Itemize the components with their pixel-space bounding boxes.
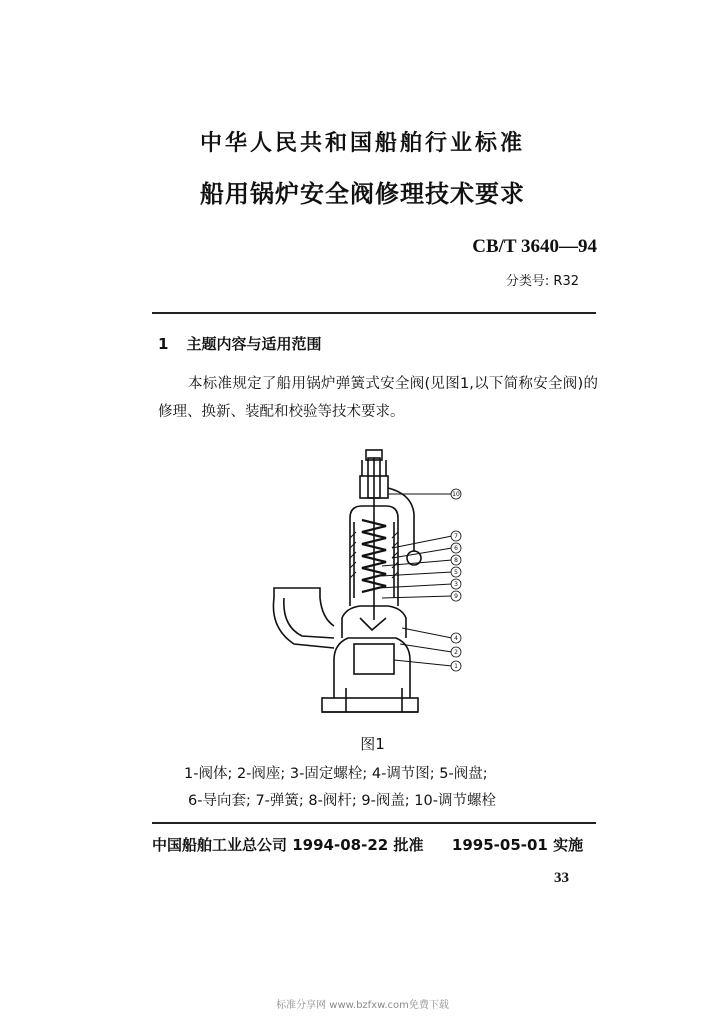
effective-date: 1995-05-01 [451, 836, 548, 854]
document-title: 船用锅炉安全阀修理技术要求 [200, 180, 525, 208]
approver-name: 中国船舶工业总公司 [152, 836, 288, 854]
header-divider [152, 312, 596, 314]
section-heading [158, 333, 321, 354]
standard-series-title: 中华人民共和国船舶行业标准 [199, 131, 525, 156]
callout-label: 8 [454, 557, 458, 564]
figure-legend-line1: 1-阀体; 2-阀座; 3-固定螺栓; 4-调节图; 5-阀盘; [184, 766, 488, 782]
figure-caption: 图1 [360, 735, 385, 753]
callout-label: 4 [454, 635, 458, 642]
callout-label: 7 [454, 533, 458, 540]
approve-word: 批准 [393, 836, 424, 854]
section-title: 主题内容与适用范围 [186, 335, 322, 353]
callout-label: 9 [454, 593, 458, 600]
section-number: 1 [158, 335, 169, 353]
callout-label: 2 [454, 649, 458, 656]
page-number: 33 [554, 870, 569, 886]
footer-divider [152, 822, 596, 824]
approve-date: 1994-08-22 [292, 836, 389, 854]
approval-line [152, 834, 583, 855]
callout-label: 3 [454, 581, 458, 588]
callout-label: 10 [452, 491, 460, 498]
watermark-footer: 标准分享网 www.bzfxw.com免费下载 [276, 1000, 449, 1011]
callout-label: 5 [454, 569, 458, 576]
effective-word: 实施 [553, 836, 584, 854]
figure-legend-line2: 6-导向套; 7-弹簧; 8-阀杆; 9-阀盖; 10-调节螺栓 [188, 793, 496, 809]
standard-code: CB/T 3640—94 [472, 236, 597, 257]
section-paragraph: 本标准规定了船用锅炉弹簧式安全阀(见图1,以下简称安全阀)的修理、换新、装配和校验等技术要求。 [158, 376, 598, 420]
callout-label: 1 [454, 663, 458, 670]
callout-label: 6 [454, 545, 458, 552]
classification-number: 分类号: R32 [505, 274, 579, 289]
safety-valve-drawing [262, 448, 492, 720]
